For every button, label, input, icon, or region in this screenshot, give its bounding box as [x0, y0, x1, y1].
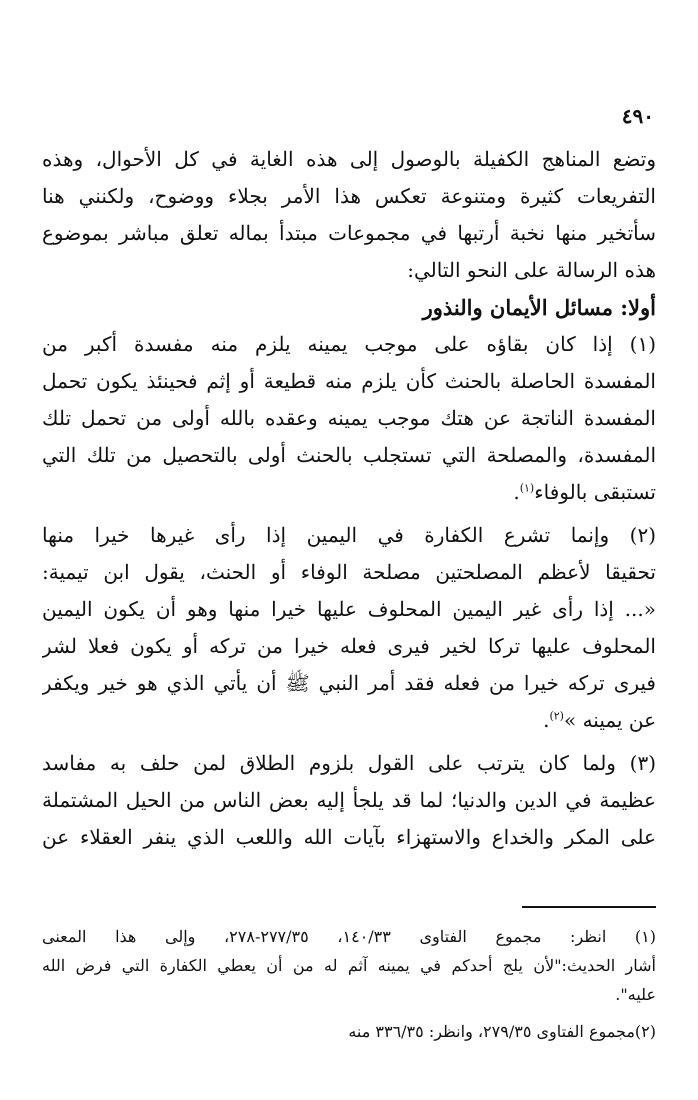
- footnote-1-line: (١) انظر: مجموع الفتاوى ١٤٠/٣٣، ٢٧٧/٣٥-٢٧٨، وإلى هذا المعنى: [42, 927, 656, 946]
- paragraph-2-period: .: [543, 708, 550, 732]
- paragraph-3-line: على المكر والخداع والاستهزاء بآيات الله واللعب الذي ينفر العقلاء عن: [42, 825, 656, 849]
- paragraph-2-line: فيرى تركه خيرا من فعله فقد أمر النبي ﷺ أن يأتي الذي هو خير ويكفر: [42, 671, 656, 695]
- paragraph-2-line: تحقيقا لأعظم المصلحتين مصلحة الوفاء أو الحنث، يقول ابن تيمية:: [42, 560, 656, 584]
- footnote-1-line: عليه".: [615, 985, 656, 1004]
- paragraph-1-text: تستبقى بالوفاء: [534, 480, 656, 504]
- paragraph-1-line: (١) إذا كان بقاؤه على موجب يمينه يلزم منه مفسدة أكبر من: [42, 332, 656, 356]
- footnote-1-line: أشار الحديث:"لأن يلج أحدكم في يمينه آثم له من أن يعطي الكفارة التي فرض الله: [42, 956, 656, 975]
- paragraph-1-period: .: [513, 480, 520, 504]
- intro-line: وتضع المناهج الكفيلة بالوصول إلى هذه الغاية في كل الأحوال، وهذه: [42, 147, 656, 171]
- document-page: [42, 0, 656, 1100]
- paragraph-2-line: المحلوف عليها تركا لخير فيرى فعله خيرا من تركه أو يكون فعلا لشر: [42, 634, 656, 658]
- paragraph-1-last-line: [42, 474, 656, 511]
- paragraph-3-line: (٣) ولما كان يترتب على القول بلزوم الطلاق لمن حلف به مفاسد: [42, 751, 656, 775]
- paragraph-2-last-line: [42, 702, 656, 739]
- footnote-2: (٢)مجموع الفتاوى ٢٧٩/٣٥، وانظر: ٣٣٦/٣٥ منه: [348, 1022, 656, 1041]
- main-text: [42, 141, 656, 856]
- page-number: ٤٩٠: [621, 104, 654, 128]
- footnotes: [42, 922, 656, 1046]
- paragraph-2-text: عن يمينه »: [563, 708, 656, 732]
- paragraph-2-line: (٢) وإنما تشرع الكفارة في اليمين إذا رأى غيرها خيرا منها: [42, 523, 656, 547]
- paragraph-1-line: المفسدة الحاصلة بالحنث كأن يلزم منه قطيعة أو إثم فحينئذ يكون تحمل: [42, 369, 656, 393]
- intro-line: التفريعات كثيرة ومتنوعة تعكس هذا الأمر بجلاء ووضوح، ولكنني هنا: [42, 184, 656, 208]
- intro-line: سأتخير منها نخبة أرتبها في مجموعات مبتدأ بماله تعلق مباشر بموضوع: [42, 221, 656, 245]
- paragraph-1-line: المفسدة، والمصلحة التي تستجلب بالحنث أولى بالتحصيل من تلك التي: [42, 443, 656, 467]
- section-heading: أولا: مسائل الأيمان والنذور: [422, 295, 656, 320]
- footnote-divider: [522, 906, 656, 908]
- paragraph-3-line: عظيمة في الدين والدنيا؛ لما قد يلجأ إليه بعض الناس من الحيل المشتملة: [42, 788, 656, 812]
- footnote-ref-1[interactable]: (١): [519, 481, 535, 495]
- footnote-ref-2[interactable]: (٢): [549, 709, 564, 723]
- intro-line: هذه الرسالة على النحو التالي:: [407, 258, 656, 282]
- paragraph-2-line: «... إذا رأى غير اليمين المحلوف عليها خيرا منها وهو أن يكون اليمين: [42, 597, 656, 621]
- paragraph-1-line: المفسدة الناتجة عن هتك موجب يمينه وعقده بالله أولى من تحمل تلك: [42, 406, 656, 430]
